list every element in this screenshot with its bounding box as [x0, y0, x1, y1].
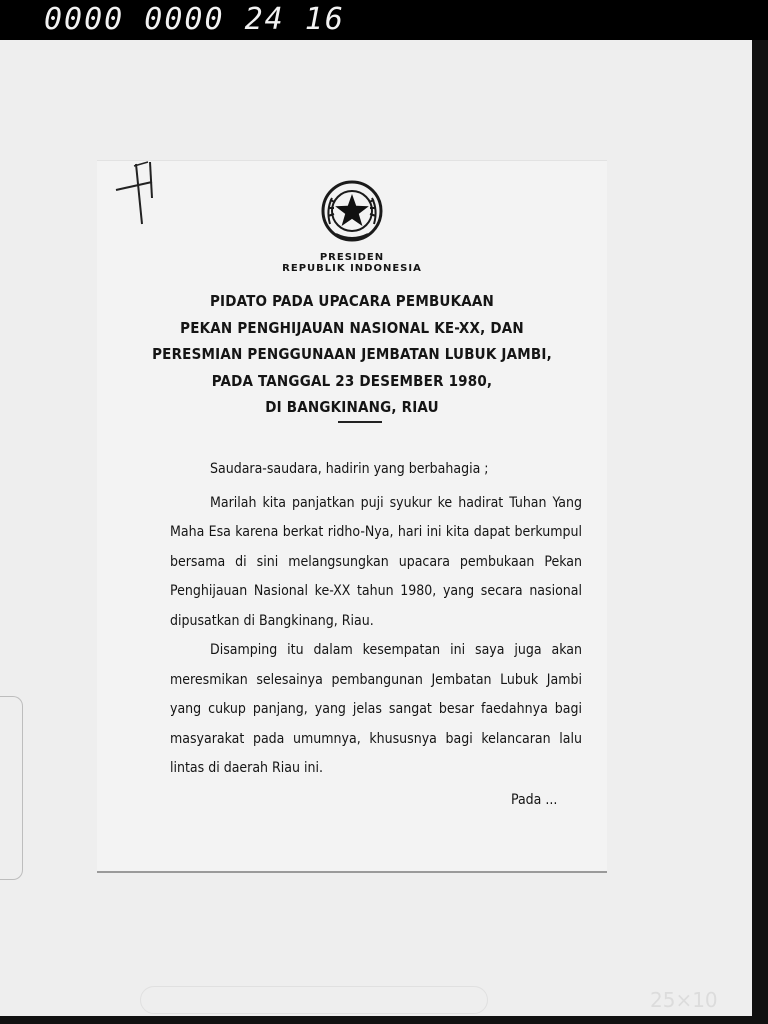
speech-title — [150, 288, 554, 421]
presidential-emblem-icon — [320, 180, 384, 242]
title-divider — [338, 421, 382, 423]
film-bottom-edge — [0, 1016, 768, 1024]
letterhead-line-republik: REPUBLIK INDONESIA — [282, 263, 422, 274]
speech-body — [170, 455, 582, 784]
paragraph-2: Disamping itu dalam kesempatan ini saya juga akan meresmikan selesainya pembangunan Jembatan Lubuk Jambi yang cukup panjang, yang jelas sangat besar faedahnya bagi masyarakat pada umumnya, khususnya bagi kelancaran lalu lintas di daerah Riau ini. — [170, 642, 582, 776]
sheet-left-tab — [0, 696, 23, 880]
page-continuation: Pada ... — [511, 792, 558, 808]
letterhead-line-presiden: PRESIDEN — [319, 252, 385, 263]
letterhead-text — [230, 252, 474, 274]
title-line-5: DI BANGKINANG, RIAU — [265, 398, 439, 416]
handwritten-cross-mark — [112, 158, 160, 230]
title-line-1: PIDATO PADA UPACARA PEMBUKAAN — [209, 292, 495, 310]
title-line-2: PEKAN PENGHIJAUAN NASIONAL KE-XX, DAN — [180, 318, 524, 337]
title-line-3: PERESMIAN PENGGUNAAN JEMBATAN LUBUK JAMBI, — [152, 345, 552, 363]
reduction-ratio-label: 25×10 — [650, 988, 718, 1012]
film-strip-header — [0, 0, 768, 40]
title-line-4: PADA TANGGAL 23 DESEMBER 1980, — [211, 371, 493, 390]
film-frame-number: 0000 0000 24 16 — [44, 2, 345, 37]
film-right-edge — [752, 40, 768, 1024]
paragraph-1: Marilah kita panjatkan puji syukur ke hadirat Tuhan Yang Maha Esa karena berkat ridho-Nya, hari ini kita dapat berkumpul bersama di sini melangsungkan upacara pembukaan Pekan Penghijauan Nasional ke-XX tahun 1980, yang secara nasional dipusatkan di Bangkinang, Riau. — [170, 494, 582, 629]
salutation: Saudara-saudara, hadirin yang berbahagia ; — [210, 461, 489, 477]
sheet-bottom-mark — [140, 986, 488, 1014]
